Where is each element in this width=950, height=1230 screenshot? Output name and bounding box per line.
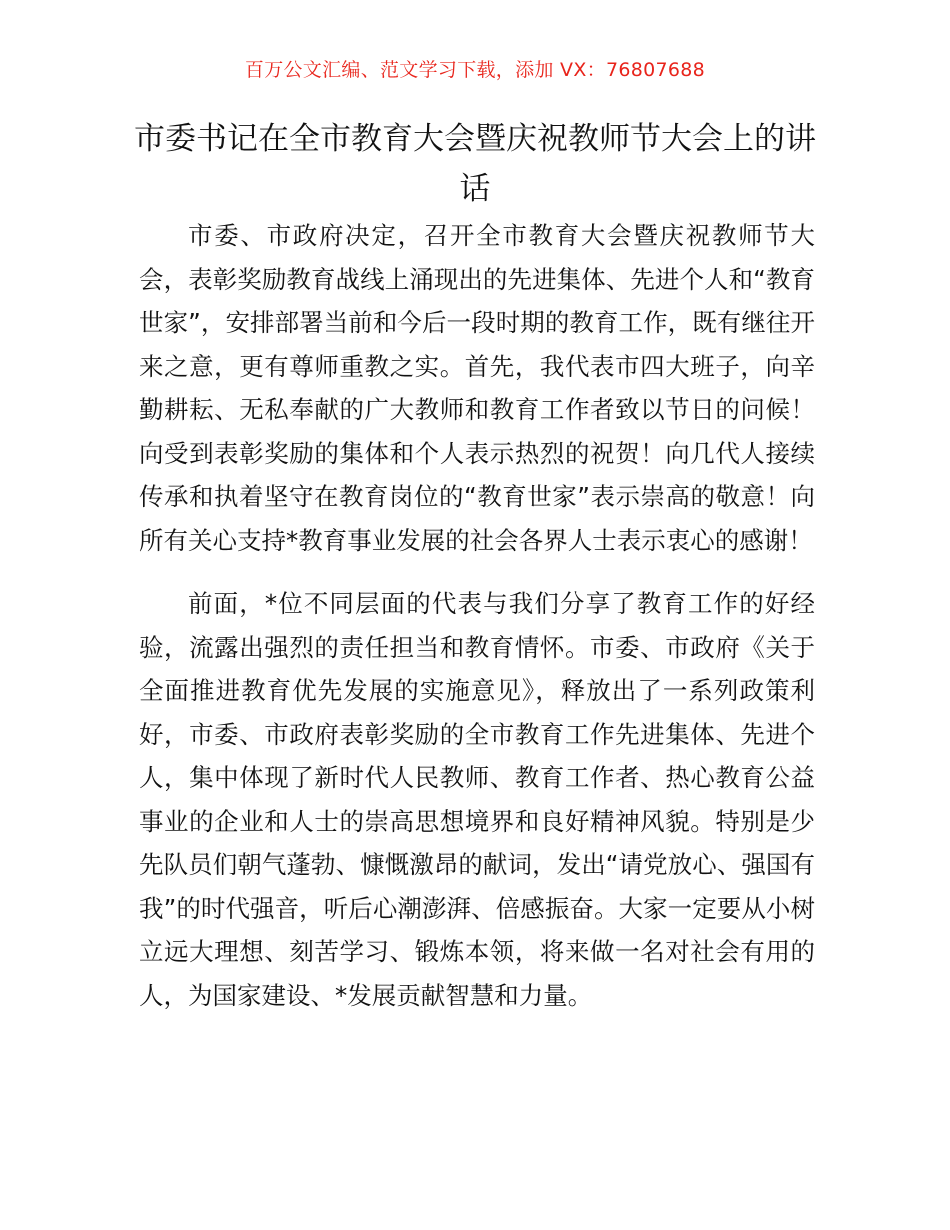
document-body xyxy=(139,214,815,1037)
body-paragraph: 市委、市政府决定，召开全市教育大会暨庆祝教师节大会，表彰奖励教育战线上涌现出的先进集体、先进个人和“教育世家”，安排部署当前和今后一段时期的教育工作，既有继往开来之意，更有尊师重教之实。首先，我代表市四大班子，向辛勤耕耘、无私奉献的广大教师和教育工作者致以节日的问候！向受到表彰奖励的集体和个人表示热烈的祝贺！向几代人接续传承和执着坚守在教育岗位的“教育世家”表示崇高的敬意！向所有关心支持*教育事业发展的社会各界人士表示衷心的感谢！ xyxy=(139,221,815,555)
document-title: 市委书记在全市教育大会暨庆祝教师节大会上的讲话 xyxy=(134,121,816,207)
body-paragraph: 前面，*位不同层面的代表与我们分享了教育工作的好经验，流露出强烈的责任担当和教育情怀。市委、市政府《关于全面推进教育优先发展的实施意见》，释放出了一系列政策利好，市委、市政府表彰奖励的全市教育工作先进集体、先进个人，集中体现了新时代人民教师、教育工作者、热心教育公益事业的企业和人士的崇高思想境界和良好精神风貌。特别是少先队员们朝气蓬勃、慷慨激昂的献词，发出“请党放心、强国有我”的时代强音，听后心潮澎湃、倍感振奋。大家一定要从小树立远大理想、刻苦学习、锻炼本领，将来做一名对社会有用的人，为国家建设、*发展贡献智慧和力量。 xyxy=(139,589,815,1010)
header-promo-note: 百万公文汇编、范文学习下载，添加 VX：76807688 xyxy=(244,59,706,81)
